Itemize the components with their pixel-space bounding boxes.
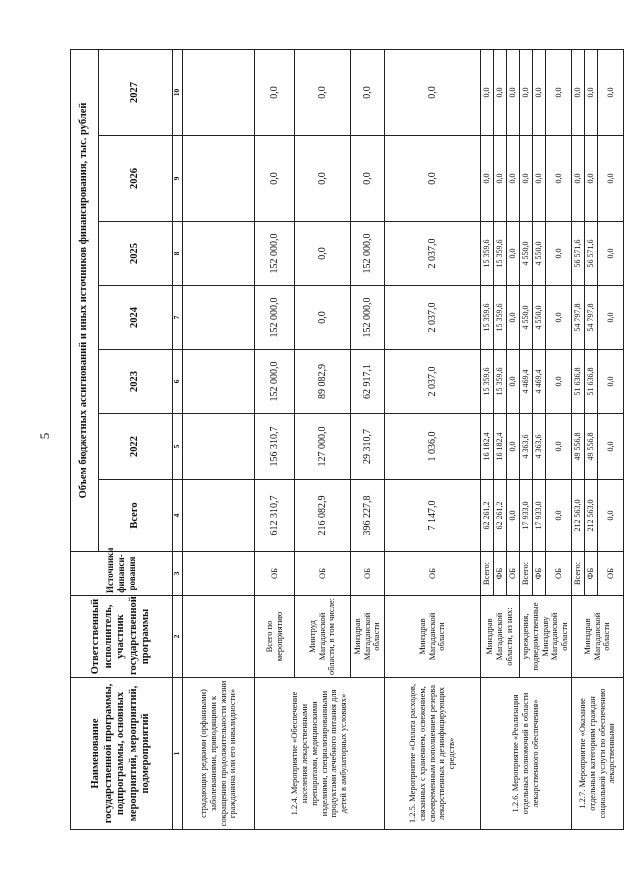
funding-table <box>70 49 624 830</box>
value-cell: 1 036,0 <box>385 414 481 480</box>
value-cell: 152 000,0 <box>351 286 385 350</box>
column-number: 2 <box>173 596 183 678</box>
column-number: 8 <box>173 222 183 286</box>
value-cell: 0,0 <box>507 286 520 350</box>
value-cell: 0,0 <box>546 49 572 135</box>
value-cell: 2 037,0 <box>385 222 481 286</box>
value-cell: 0,0 <box>546 136 572 222</box>
value-cell: 62 261,2 <box>494 480 507 552</box>
responsible-cell: Минздрав Магаданской области, из них: <box>481 596 520 678</box>
value-cell: 0,0 <box>546 414 572 480</box>
value-cell: 152 000,0 <box>255 350 295 414</box>
value-cell: 0,0 <box>507 222 520 286</box>
row-name-continuation: страдающих редкими (орфанными) заболеваниями, приводящими к сокращению продолжительности жизни гражданина или его инвалидности» <box>183 678 255 830</box>
source-cell: Всего: <box>572 552 585 596</box>
value-cell: 2 037,0 <box>385 286 481 350</box>
source-cell: ФБ <box>494 552 507 596</box>
value-cell: 54 797,8 <box>585 286 598 350</box>
value-cell: 0,0 <box>295 49 351 135</box>
value-cell: 15 359,6 <box>494 286 507 350</box>
header-source: Источники финанси-рования <box>71 552 173 596</box>
value-cell: 0,0 <box>494 49 507 135</box>
header-year: 2025 <box>99 222 173 286</box>
source-cell: ОБ <box>598 552 624 596</box>
column-number: 1 <box>173 678 183 830</box>
value-cell: 4 363,6 <box>533 414 546 480</box>
row-name-1-2-6: 1.2.6. Мероприятие «Реализация отдельных полномочий в области лекарственного обеспечения» <box>481 678 572 830</box>
header-year: 2022 <box>99 414 173 480</box>
value-cell: 0,0 <box>507 136 520 222</box>
value-cell: 16 182,4 <box>481 414 494 480</box>
page-number: 5 <box>37 432 52 440</box>
responsible-cell: Минтруд Магаданской области, в том числе: <box>295 596 351 678</box>
value-cell: 62 261,2 <box>481 480 494 552</box>
value-cell: 17 933,0 <box>533 480 546 552</box>
value-cell: 51 636,8 <box>572 350 585 414</box>
value-cell: 0,0 <box>572 136 585 222</box>
responsible-cell: учреждения, подведомственные Минздраву Магаданской области <box>520 596 572 678</box>
responsible-cell: Минздрав Магаданской области <box>572 596 624 678</box>
value-cell: 0,0 <box>546 222 572 286</box>
value-cell: 0,0 <box>598 286 624 350</box>
value-cell: 156 310,7 <box>255 414 295 480</box>
header-responsible: Ответственный исполнитель, участник государственной программы <box>71 596 173 678</box>
value-cell: 152 000,0 <box>255 222 295 286</box>
row-name-1-2-5: 1.2.5. Мероприятие «Оплата расходов, связанных с хранением, освежением, своевременным пополнением резерва лекарственных и дезинфицирующих средств» <box>385 678 481 830</box>
value-cell: 2 037,0 <box>385 350 481 414</box>
value-cell: 152 000,0 <box>351 222 385 286</box>
value-cell: 51 636,8 <box>585 350 598 414</box>
value-cell: 49 556,8 <box>585 414 598 480</box>
value-cell: 4 550,0 <box>533 222 546 286</box>
value-cell: 0,0 <box>572 49 585 135</box>
value-cell: 0,0 <box>533 49 546 135</box>
value-cell: 0,0 <box>494 136 507 222</box>
value-cell: 0,0 <box>520 49 533 135</box>
value-cell: 0,0 <box>507 350 520 414</box>
source-cell: ОБ <box>255 552 295 596</box>
value-cell: 4 550,0 <box>520 286 533 350</box>
value-cell: 15 359,6 <box>481 222 494 286</box>
value-cell: 396 227,8 <box>351 480 385 552</box>
column-number: 6 <box>173 350 183 414</box>
value-cell: 0,0 <box>546 350 572 414</box>
header-funding-title: Объем бюджетных ассигнований и иных источников финансирования, тыс. рублей <box>71 49 99 551</box>
value-cell: 612 310,7 <box>255 480 295 552</box>
header-year: Всего <box>99 480 173 552</box>
value-cell: 56 571,6 <box>585 222 598 286</box>
value-cell: 0,0 <box>598 350 624 414</box>
responsible-cell: Всего по мероприятию <box>255 596 295 678</box>
value-cell: 0,0 <box>481 136 494 222</box>
source-cell: ОБ <box>507 552 520 596</box>
value-cell: 54 797,8 <box>572 286 585 350</box>
value-cell: 152 000,0 <box>255 286 295 350</box>
value-cell: 4 363,6 <box>520 414 533 480</box>
rotated-table-container <box>70 50 617 830</box>
value-cell: 4 469,4 <box>520 350 533 414</box>
row-name-1-2-7: 1.2.7. Мероприятие «Оказание отдельным категориям граждан социальной услуги по обеспечению лекарственными <box>572 678 624 830</box>
value-cell: 0,0 <box>533 136 546 222</box>
responsible-cell: Минздрав Магаданской области <box>385 596 481 678</box>
value-cell: 16 182,4 <box>494 414 507 480</box>
value-cell: 0,0 <box>351 136 385 222</box>
column-number: 7 <box>173 286 183 350</box>
header-name: Наименование государственной программы, подпрограммы, основных мероприятий, мероприятий, подмероприятий <box>71 678 173 830</box>
value-cell: 7 147,0 <box>385 480 481 552</box>
value-cell: 0,0 <box>585 49 598 135</box>
value-cell: 0,0 <box>598 414 624 480</box>
value-cell: 0,0 <box>385 136 481 222</box>
value-cell: 62 917,1 <box>351 350 385 414</box>
source-cell: ОБ <box>295 552 351 596</box>
source-cell: Всего: <box>520 552 533 596</box>
value-cell: 0,0 <box>295 136 351 222</box>
source-cell: ОБ <box>546 552 572 596</box>
column-number: 9 <box>173 136 183 222</box>
column-number: 5 <box>173 414 183 480</box>
value-cell: 29 310,7 <box>351 414 385 480</box>
value-cell: 0,0 <box>507 49 520 135</box>
source-cell: Всего: <box>481 552 494 596</box>
value-cell: 212 563,0 <box>572 480 585 552</box>
value-cell: 4 469,4 <box>533 350 546 414</box>
responsible-cell: Минздрав Магаданской области <box>351 596 385 678</box>
value-cell: 0,0 <box>598 49 624 135</box>
value-cell: 0,0 <box>598 136 624 222</box>
value-cell: 89 082,9 <box>295 350 351 414</box>
column-number: 4 <box>173 480 183 552</box>
source-cell: ФБ <box>533 552 546 596</box>
value-cell: 0,0 <box>295 222 351 286</box>
value-cell: 4 550,0 <box>520 222 533 286</box>
value-cell: 0,0 <box>598 480 624 552</box>
header-year: 2027 <box>99 49 173 135</box>
value-cell: 17 933,0 <box>520 480 533 552</box>
source-cell: ОБ <box>351 552 385 596</box>
column-number: 3 <box>173 552 183 596</box>
value-cell: 0,0 <box>546 480 572 552</box>
value-cell: 15 359,6 <box>481 350 494 414</box>
source-cell: ФБ <box>585 552 598 596</box>
value-cell: 0,0 <box>520 136 533 222</box>
value-cell: 0,0 <box>481 49 494 135</box>
value-cell: 216 082,9 <box>295 480 351 552</box>
value-cell: 0,0 <box>295 286 351 350</box>
value-cell: 0,0 <box>507 480 520 552</box>
value-cell: 0,0 <box>507 414 520 480</box>
value-cell: 4 550,0 <box>533 286 546 350</box>
header-year: 2024 <box>99 286 173 350</box>
value-cell: 0,0 <box>351 49 385 135</box>
value-cell: 0,0 <box>585 136 598 222</box>
value-cell: 0,0 <box>255 49 295 135</box>
source-cell: ОБ <box>385 552 481 596</box>
header-year: 2026 <box>99 136 173 222</box>
value-cell: 212 563,0 <box>585 480 598 552</box>
value-cell: 127 000,0 <box>295 414 351 480</box>
column-number: 10 <box>173 49 183 135</box>
header-year: 2023 <box>99 350 173 414</box>
value-cell: 15 359,6 <box>494 222 507 286</box>
row-name-1-2-4: 1.2.4. Мероприятие «Обеспечение населения лекарственными препаратами, медицинскими изделиями, специализированными продуктами лечебного питания для детей в амбулаторных условиях» <box>255 678 385 830</box>
value-cell: 0,0 <box>598 222 624 286</box>
value-cell: 0,0 <box>255 136 295 222</box>
value-cell: 15 359,6 <box>481 286 494 350</box>
value-cell: 49 556,8 <box>572 414 585 480</box>
value-cell: 15 359,6 <box>494 350 507 414</box>
value-cell: 56 571,6 <box>572 222 585 286</box>
value-cell: 0,0 <box>385 49 481 135</box>
value-cell: 0,0 <box>546 286 572 350</box>
